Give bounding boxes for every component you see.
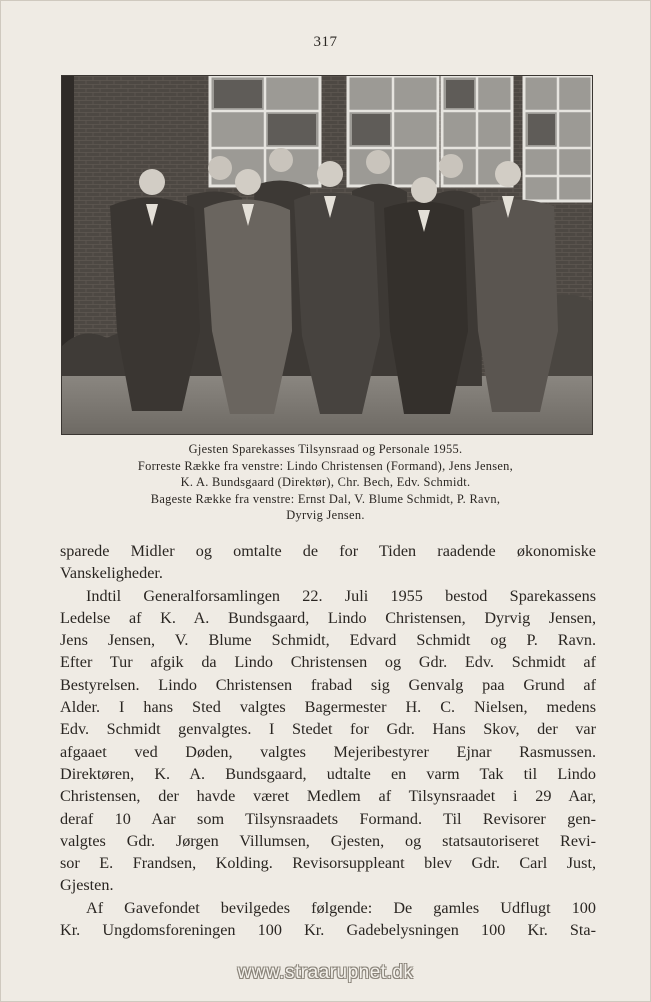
text-line: deraf 10 Aar som Tilsynsraadets Formand. Til Revisorer gen- <box>60 809 596 828</box>
text-line: sor E. Frandsen, Kolding. Revisorsuppleant blev Gdr. Carl Just, <box>60 854 596 873</box>
group-photo <box>61 75 593 435</box>
text-line: Indtil Generalforsamlingen 22. Juli 1955 bestod Sparekassens <box>86 586 596 605</box>
text-line: Christensen, der havde været Medlem af Tilsynsraadet i 29 Aar, <box>60 787 596 806</box>
website-watermark: www.straarupnet.dk <box>237 962 414 983</box>
body-text <box>60 540 596 941</box>
text-line: Jens Jensen, V. Blume Schmidt, Edvard Schmidt og P. Ravn. <box>60 631 596 650</box>
text-line: afgaaet ved Døden, valgtes Mejeribestyrer Ejnar Rasmussen. <box>60 742 596 761</box>
text-line: Af Gavefondet bevilgedes følgende: De gamles Udflugt 100 <box>86 898 596 917</box>
text-line: sparede Midler og omtalte de for Tiden raadende økonomiske <box>60 542 596 560</box>
text-line: Kr. Ungdomsforeningen 100 Kr. Gadebelysningen 100 Kr. Sta- <box>60 921 596 940</box>
caption-line: Bageste Række fra venstre: Ernst Dal, V. Blume Schmidt, P. Ravn, <box>150 491 501 506</box>
page-number: 317 <box>313 34 338 50</box>
text-line: Bestyrelsen. Lindo Christensen frabad sig Genvalg paa Grund af <box>60 675 596 694</box>
text-line: Alder. I hans Sted valgtes Bagermester H. C. Nielsen, medens <box>60 698 596 717</box>
text-line: Direktøren, K. A. Bundsgaard, udtalte en varm Tak til Lindo <box>60 764 596 783</box>
text-line: Vanskeligheder. <box>60 564 163 583</box>
caption-line: Forreste Række fra venstre: Lindo Christensen (Formand), Jens Jensen, <box>137 458 514 473</box>
caption-line: Dyrvig Jensen. <box>286 508 365 522</box>
text-line: Gjesten. <box>60 876 114 895</box>
text-line: valgtes Gdr. Jørgen Villumsen, Gjesten, og statsautoriseret Revi- <box>60 831 596 850</box>
group-photo-image <box>62 76 592 434</box>
text-line: Ledelse af K. A. Bundsgaard, Lindo Christensen, Dyrvig Jensen, <box>60 608 596 627</box>
photo-caption <box>40 441 611 524</box>
caption-title: Gjesten Sparekasses Tilsynsraad og Personale 1955. <box>188 442 463 456</box>
text-line: Efter Tur afgik da Lindo Christensen og Gdr. Edv. Schmidt af <box>60 653 596 672</box>
caption-line: K. A. Bundsgaard (Direktør), Chr. Bech, Edv. Schmidt. <box>180 475 471 489</box>
text-line: Edv. Schmidt genvalgtes. I Stedet for Gdr. Hans Skov, der var <box>60 720 596 739</box>
